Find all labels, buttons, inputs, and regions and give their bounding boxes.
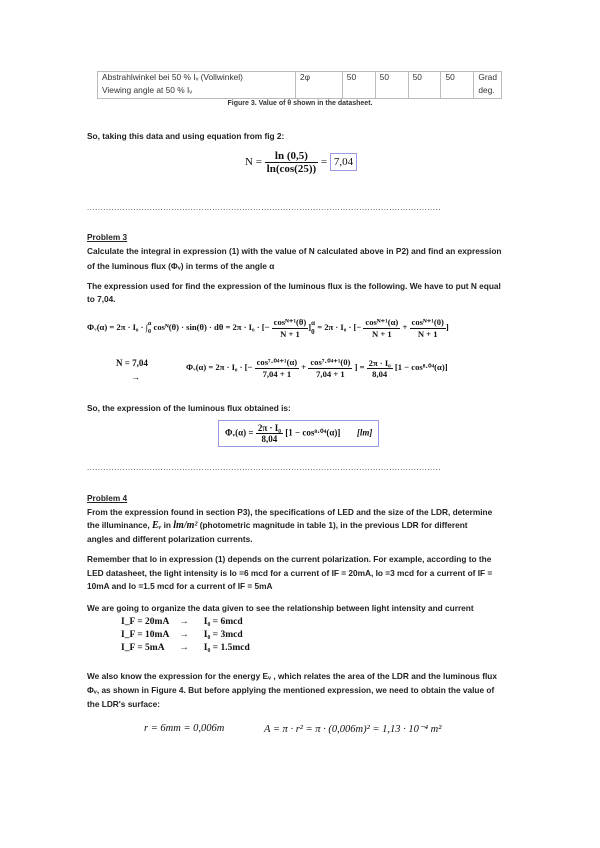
row-label-de: Abstrahlwinkel bei 50 % Iᵥ (Vollwinkel) (98, 72, 296, 86)
luminous-flux-result-box (218, 420, 379, 447)
integral-equation (87, 317, 449, 339)
eq1-integrand: cosᴺ(θ) · sin(θ) · dθ = 2π · I₀ · [− (153, 321, 270, 332)
remember-line: LED datasheet, the light intensity is Io =6 mcd for a current of IF = 20mA, Io =3 mcd for a current of IF = (87, 568, 493, 578)
result-fraction (256, 423, 283, 444)
figure-caption: Figure 3. Value of θ shown in the datasheet. (227, 100, 373, 107)
result-rest: [1 − cos⁸·⁰⁴(α)] (285, 427, 341, 438)
eq1-f3-den: N + 1 (417, 329, 438, 339)
eq2-close: ] = (354, 361, 365, 372)
separator: .................................................................................................................................. (87, 203, 441, 212)
unit-en: deg. (474, 85, 502, 99)
illuminance-symbol: Eᵥ (152, 520, 162, 531)
statement-text: (photometric magnitude in table 1), in the previous LDR for different (199, 520, 468, 530)
remember-line: Remember that Io in expression (1) depends on the current polarization. For example, according to the (87, 554, 492, 564)
eq1-lower-limit: 0 (148, 329, 152, 335)
relation-intensity: I₀ = 1.5mcd (203, 643, 250, 653)
n-denominator: ln(cos(25)) (266, 163, 317, 175)
result-num: 2π · I₀ (257, 423, 281, 433)
n-fraction (265, 150, 319, 175)
eq2-fraction (367, 358, 393, 379)
relation-row (121, 616, 250, 629)
problem3-text-line: to 7,04. (87, 294, 116, 304)
n-result-box: 7,04 (330, 153, 357, 171)
result-lhs: Φᵥ(α) = (225, 427, 254, 438)
energy-line: Φᵥ, as shown in Figure 4. But before applying the mentioned expression, we need to obtain the value of (87, 685, 495, 695)
statement-text: the illuminance, (87, 520, 150, 530)
row-label-en: Viewing angle at 50 % Iᵥ (98, 85, 296, 99)
eq1-mid: = 2π · I₀ · [− (317, 321, 362, 332)
unit-de: Grad (474, 72, 502, 86)
eq1-upper-limit: α (148, 321, 152, 327)
value-cell: 50 (408, 72, 441, 99)
eq1-fraction (410, 317, 446, 339)
n-equals: = (320, 156, 328, 169)
eq2-fraction (308, 357, 352, 379)
table-row (98, 72, 502, 86)
relation-current: I_F = 5mA (121, 643, 165, 653)
eq1-eval-bot: 0 (311, 328, 315, 336)
eq1-f2-num: cosᴺ⁺¹(α) (365, 317, 399, 327)
problem4-title: Problem 4 (87, 493, 128, 503)
arrow-icon: → (179, 630, 189, 640)
problem3-statement-line: Calculate the integral in expression (1) with the value of N calculated above in P2) and find an expression (87, 246, 502, 256)
n-equation (245, 150, 357, 175)
eq2-fraction (255, 357, 300, 379)
problem3-text-line: The expression used for find the expression of the luminous flux is the following. We have to put N equal (87, 281, 501, 291)
eq2-f2-den: 7,04 + 1 (316, 369, 345, 379)
substituted-equation (186, 357, 448, 379)
eq2-f3-num: 2π · I₀ (368, 357, 391, 368)
eq2-f1-num: cos⁷·⁰⁴⁺¹(α) (256, 357, 298, 367)
eq2-f3-den: 8,04 (372, 368, 388, 379)
relation-current: I_F = 20mA (121, 617, 170, 627)
problem4-statement-line: angles and different polarization currents. (87, 534, 253, 544)
result-intro: So, the expression of the luminous flux obtained is: (87, 403, 291, 413)
remember-line: 10mA and Io =1.5 mcd for a current of IF = 5mA (87, 581, 273, 591)
eq1-plus: + (402, 321, 408, 332)
eq1-fraction (272, 317, 312, 339)
eq1-end: ] (445, 321, 449, 332)
eq2-plus: + (301, 361, 307, 372)
relation-intensity: I₀ = 3mcd (203, 630, 243, 640)
area-equation: A = π · r² = π · (0,006m)² = 1,13 · 10⁻⁴ m² (264, 724, 442, 735)
value-cell: 50 (342, 72, 375, 99)
result-unit: [lm] (356, 427, 373, 438)
eq1-bracket: ] (308, 321, 312, 332)
problem3-statement-line: of the luminous flux (Φᵥ) in terms of the angle α (87, 261, 275, 271)
symbol-cell: 2φ (296, 72, 343, 99)
eq2-f2-num: cos⁷·⁰⁴⁺¹(0) (310, 357, 351, 367)
relation-row (121, 629, 250, 642)
result-den: 8,04 (261, 434, 278, 444)
n-value: N = 7,04 (116, 358, 148, 368)
n-numerator: ln (0,5) (265, 150, 319, 163)
arrow-icon: → (179, 643, 189, 653)
relation-row (121, 642, 250, 655)
statement-text: in (163, 520, 171, 530)
eq1-f2-den: N + 1 (371, 329, 392, 339)
value-cell: 50 (375, 72, 408, 99)
eq1-f3-num: cosᴺ⁺¹(0) (411, 317, 444, 327)
separator: .................................................................................................................................. (87, 463, 441, 472)
problem3-title: Problem 3 (87, 232, 128, 242)
eq1-f1-num: cosᴺ⁺¹(θ) (273, 317, 307, 327)
eq1-f1-den: N + 1 (280, 329, 300, 339)
relation-intensity: I₀ = 6mcd (203, 617, 243, 627)
arrow-icon: → (131, 372, 140, 382)
arrow-icon: → (179, 617, 189, 627)
eq2-f1-den: 7,04 + 1 (262, 369, 292, 379)
energy-line: the LDR's surface: (87, 699, 160, 709)
eq1-lhs: Φᵥ(α) = 2π · I₀ · ∫ (87, 321, 149, 332)
eq1-fraction (363, 317, 400, 339)
energy-line: We also know the expression for the energy Eᵥ , which relates the area of the LDR and the luminous flux (87, 671, 497, 681)
intro-text: So, taking this data and using equation from fig 2: (87, 131, 285, 141)
radius-equation: r = 6mm = 0,006m (144, 723, 225, 734)
n-lhs: N = (245, 156, 262, 169)
datasheet-table (97, 71, 502, 99)
eq1-eval-top: α (311, 319, 316, 327)
problem4-statement-line (87, 519, 468, 532)
eq2-end: [1 − cos⁸·⁰⁴(α)] (394, 361, 448, 372)
relation-current: I_F = 10mA (121, 630, 170, 640)
value-cell: 50 (441, 72, 474, 99)
eq2-lhs: Φᵥ(α) = 2π · I₀ · [− (186, 361, 253, 372)
organize-line: We are going to organize the data given to see the relationship between light intensity and current (87, 603, 474, 613)
illuminance-unit: lm/m² (173, 520, 198, 531)
relations-list (121, 616, 250, 655)
problem4-statement-line: From the expression found in section P3), the specifications of LED and the size of the LDR, determine (87, 507, 493, 517)
